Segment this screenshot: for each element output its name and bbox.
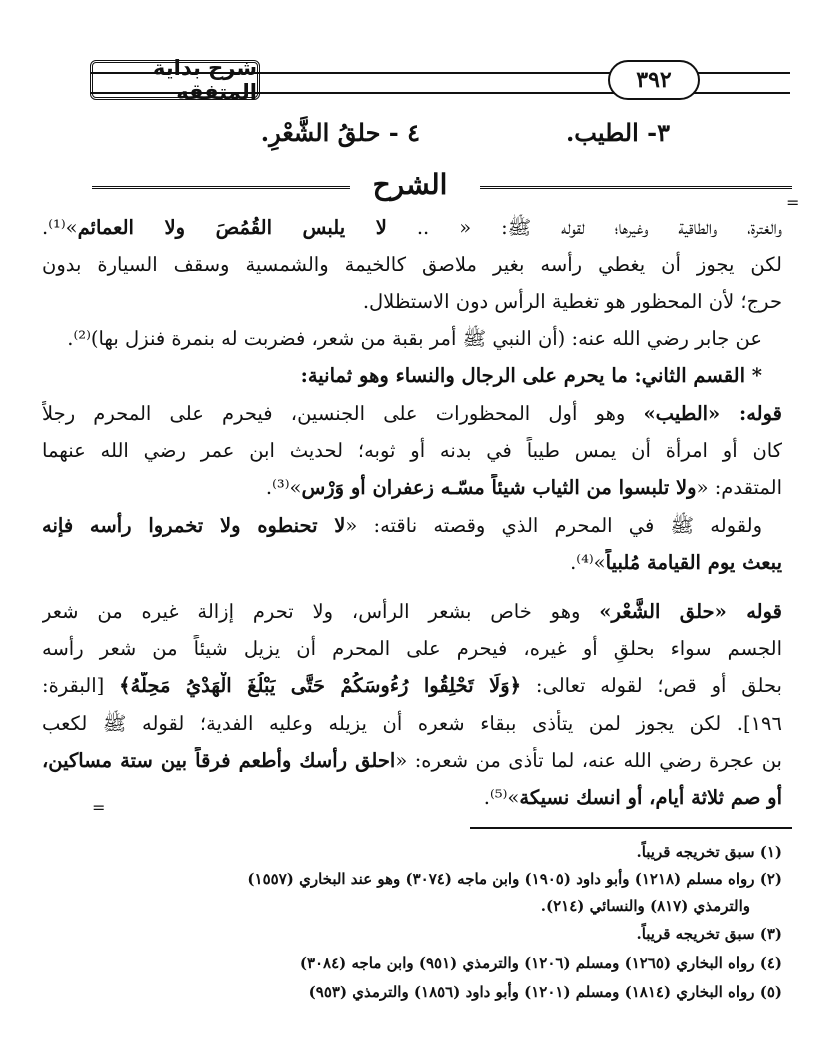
body-line-3: حرج؛ لأن المحظور هو تغطية الرأس دون الاستظلال. — [362, 290, 782, 313]
body-line-7: كان أو امرأة أن يمس طيباً في بدنه أو ثوبه؛ لحديث ابن عمر رضي الله عنهما — [42, 439, 782, 462]
body-line-13: بحلق أو قص؛ لقوله تعالى: ﴿وَلَا تَحْلِقُوا رُءُوسَكُمْ حَتَّى يَبْلُغَ الْهَدْيُ مَحِلَّهُ﴾ [البقرة: — [42, 674, 782, 697]
body-line-15: بن عجرة رضي الله عنه، لما تأذى من شعره: «احلق رأسك وأطعم فرقاً بين ستة مساكين، — [42, 749, 782, 772]
body-line-6: قوله: «الطيب» وهو أول المحظورات على الجنسين، فيحرم على المحرم رجلاً — [42, 402, 782, 425]
page-number: ٣٩٢ — [608, 60, 700, 100]
body-line-11: قوله «حلق الشَّعْر» وهو خاص بشعر الرأس، ولا تحرم إزالة غيره من شعر — [42, 600, 782, 623]
separator-mark-bottom: = — [92, 798, 106, 817]
section-rule-right — [480, 186, 792, 189]
item-3: ٣- الطيب. — [565, 118, 670, 147]
footnote-rule — [470, 827, 792, 829]
book-title: شرح بداية المتفقه — [90, 60, 260, 100]
footnote-2: (٢) رواه مسلم (١٢١٨) وأبو داود (١٩٠٥) وابن ماجه (٣٠٧٤) وهو عند البخاري (١٥٥٧) — [247, 870, 782, 888]
body-line-1: والغترة، والطاقية وغيرها؛ لقوله ﷺ: « .. لا يلبس القُمُصَ ولا العمائم»⁽¹⁾. — [42, 216, 782, 239]
body-line-5: * القسم الثاني: ما يحرم على الرجال والنساء وهو ثمانية: — [300, 364, 762, 387]
body-line-4: عن جابر رضي الله عنه: (أن النبي ﷺ أمر بقبة من شعر، فضربت له بنمرة فنزل بها)⁽²⁾. — [67, 327, 762, 350]
footnote-3: (٣) سبق تخريجه قريباً. — [636, 925, 782, 943]
body-line-14: ١٩٦]. لكن يجوز لمن يتأذى ببقاء شعره أن يزيله وعليه الفدية؛ لقوله ﷺ لكعب — [42, 712, 782, 735]
section-title: الشرح — [372, 168, 448, 201]
body-line-16: أو صم ثلاثة أيام، أو انسك نسيكة»⁽⁵⁾. — [483, 786, 782, 809]
body-line-8: المتقدم: «ولا تلبسوا من الثياب شيئاً مسّـه زعفران أو وَرْس»⁽³⁾. — [265, 476, 782, 499]
body-line-12: الجسم سواء بحلقٍ أو غيره، فيحرم على المحرم أن يزيل شيئاً من شعر رأسه — [42, 637, 782, 660]
body-line-9: ولقوله ﷺ في المحرم الذي وقصته ناقته: «لا تحنطوه ولا تخمروا رأسه فإنه — [42, 514, 762, 537]
footnote-4: (٤) رواه البخاري (١٢٦٥) ومسلم (١٢٠٦) والترمذي (٩٥١) وابن ماجه (٣٠٨٤) — [299, 954, 782, 972]
body-line-2: لكن يجوز أن يغطي رأسه بغير ملاصق كالخيمة والشمسية وسقف السيارة بدون — [42, 253, 782, 276]
body-line-10: يبعث يوم القيامة مُلبياً»⁽⁴⁾. — [570, 551, 782, 574]
footnote-5: (٥) رواه البخاري (١٨١٤) ومسلم (١٢٠١) وأبو داود (١٨٥٦) والترمذي (٩٥٣) — [308, 983, 782, 1001]
item-4: ٤ - حلقُ الشَّعْرِ. — [260, 118, 420, 147]
footnote-2-cont: والترمذي (٨١٧) والنسائي (٢١٤). — [540, 897, 750, 915]
footnote-1: (١) سبق تخريجه قريباً. — [636, 843, 782, 861]
separator-mark: = — [786, 193, 800, 212]
section-rule-left — [92, 186, 350, 189]
